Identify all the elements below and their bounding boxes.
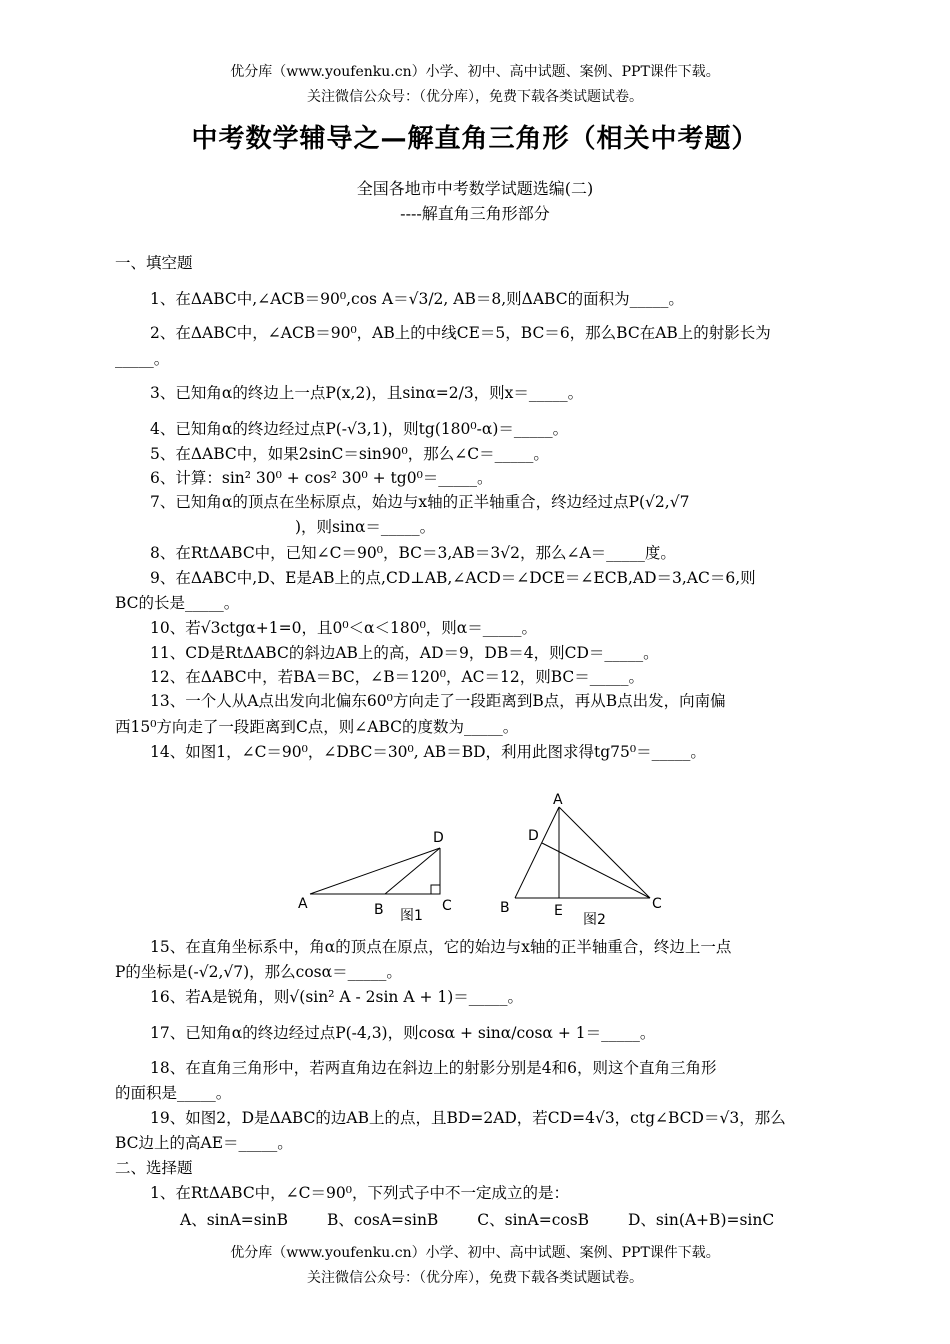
figures bbox=[290, 790, 690, 930]
fig2-point-c: C bbox=[652, 896, 662, 912]
fig2-point-a: A bbox=[553, 792, 563, 808]
subtitle-1: 全国各地市中考数学试题选编(二) bbox=[356, 179, 594, 198]
fig2-point-e: E bbox=[554, 903, 563, 919]
question-8: 8、在RtΔABC中，已知∠C＝90⁰，BC＝3,AB＝3√2，那么∠A＝_____度。 bbox=[150, 544, 676, 562]
question-3: 3、已知角α的终边上一点P(x,2)，且sinα=2/3，则x＝_____。 bbox=[150, 384, 584, 402]
question-2-cont: _____。 bbox=[115, 350, 170, 368]
figure-2 bbox=[500, 792, 662, 928]
question-19: 19、如图2，D是ΔABC的边AB上的点，且BD=2AD，若CD=4√3，ctg∠BCD＝√3，那么 bbox=[150, 1109, 786, 1127]
question-6: 6、计算：sin² 30⁰ + cos² 30⁰ + tg0⁰＝_____。 bbox=[150, 469, 493, 487]
question-7-cont: )，则sinα＝_____。 bbox=[295, 518, 436, 536]
fig2-point-b: B bbox=[500, 900, 510, 916]
question-12: 12、在ΔABC中，若BA＝BC，∠B＝120⁰，AC＝12，则BC＝_____。 bbox=[150, 668, 645, 686]
fig1-point-a: A bbox=[298, 896, 308, 912]
footer-line-2: 关注微信公众号：（优分库），免费下载各类试题试卷。 bbox=[307, 1270, 643, 1286]
option-c: C、sinA=cosB bbox=[477, 1211, 590, 1229]
question-2: 2、在ΔABC中，∠ACB＝90⁰，AB上的中线CE＝5，BC＝6，那么BC在AB上的射影长为 bbox=[150, 324, 771, 342]
question-11: 11、CD是RtΔABC的斜边AB上的高，AD＝9，DB＝4，则CD＝_____。 bbox=[150, 644, 659, 662]
mc-question-1: 1、在RtΔABC中，∠C＝90⁰，下列式子中不一定成立的是： bbox=[150, 1184, 569, 1202]
fig1-point-c: C bbox=[442, 898, 452, 914]
subtitle-2: ----解直角三角形部分 bbox=[400, 204, 550, 223]
question-17: 17、已知角α的终边经过点P(-4,3)，则cosα + sinα/cosα + 1＝_____。 bbox=[150, 1024, 656, 1042]
fig2-label: 图2 bbox=[583, 912, 606, 928]
question-15-cont: P的坐标是(-√2,√7)，那么cosα＝_____。 bbox=[115, 963, 402, 981]
document-title: 中考数学辅导之—解直角三角形（相关中考题） bbox=[191, 124, 759, 154]
question-1: 1、在ΔABC中,∠ACB＝90⁰,cos A＝√3/2, AB＝8,则ΔABC的面积为_____。 bbox=[150, 290, 684, 308]
question-13-cont: 西15⁰方向走了一段距离到C点，则∠ABC的度数为_____。 bbox=[115, 718, 519, 736]
fig1-point-b: B bbox=[374, 902, 384, 918]
option-d: D、sin(A+B)=sinC bbox=[628, 1211, 775, 1229]
question-19-cont: BC边上的高AE＝_____。 bbox=[115, 1134, 293, 1152]
section-multiple-choice: 二、选择题 bbox=[115, 1159, 193, 1177]
footer-line-1: 优分库（www.youfenku.cn）小学、初中、高中试题、案例、PPT课件下载。 bbox=[230, 1245, 720, 1261]
fig2-point-d: D bbox=[528, 828, 539, 844]
question-10: 10、若√3ctgα+1=0，且0⁰＜α＜180⁰，则α＝_____。 bbox=[150, 619, 538, 637]
fig1-label: 图1 bbox=[400, 908, 423, 924]
question-15: 15、在直角坐标系中，角α的顶点在原点，它的始边与x轴的正半轴重合，终边上一点 bbox=[150, 938, 732, 956]
figure-1 bbox=[298, 830, 452, 924]
question-16: 16、若A是锐角，则√(sin² A - 2sin A + 1)＝_____。 bbox=[150, 988, 524, 1006]
question-18: 18、在直角三角形中，若两直角边在斜边上的射影分别是4和6，则这个直角三角形 bbox=[150, 1059, 717, 1077]
question-4: 4、已知角α的终边经过点P(-√3,1)，则tg(180⁰-α)＝_____。 bbox=[150, 420, 569, 438]
question-7: 7、已知角α的顶点在坐标原点，始边与x轴的正半轴重合，终边经过点P(√2,√7 bbox=[150, 493, 690, 511]
question-9-cont: BC的长是_____。 bbox=[115, 594, 240, 612]
question-13: 13、一个人从A点出发向北偏东60⁰方向走了一段距离到B点，再从B点出发，向南偏 bbox=[150, 692, 726, 710]
question-5: 5、在ΔABC中，如果2sinC＝sin90⁰，那么∠C＝_____。 bbox=[150, 445, 549, 463]
mc-options bbox=[180, 1208, 808, 1230]
section-fill-in: 一、填空题 bbox=[115, 254, 193, 272]
option-a: A、sinA=sinB bbox=[180, 1211, 289, 1229]
header-line-2: 关注微信公众号：（优分库），免费下载各类试题试卷。 bbox=[307, 89, 643, 105]
question-9: 9、在ΔABC中,D、E是AB上的点,CD⊥AB,∠ACD＝∠DCE＝∠ECB,AD＝3,AC＝6,则 bbox=[150, 569, 756, 587]
option-b: B、cosA=sinB bbox=[327, 1211, 439, 1229]
question-18-cont: 的面积是_____。 bbox=[115, 1084, 232, 1102]
question-14: 14、如图1，∠C＝90⁰，∠DBC＝30⁰, AB＝BD，利用此图求得tg75⁰＝_____。 bbox=[150, 743, 706, 761]
header-line-1: 优分库（www.youfenku.cn）小学、初中、高中试题、案例、PPT课件下载。 bbox=[230, 64, 720, 80]
fig1-point-d: D bbox=[433, 830, 444, 846]
